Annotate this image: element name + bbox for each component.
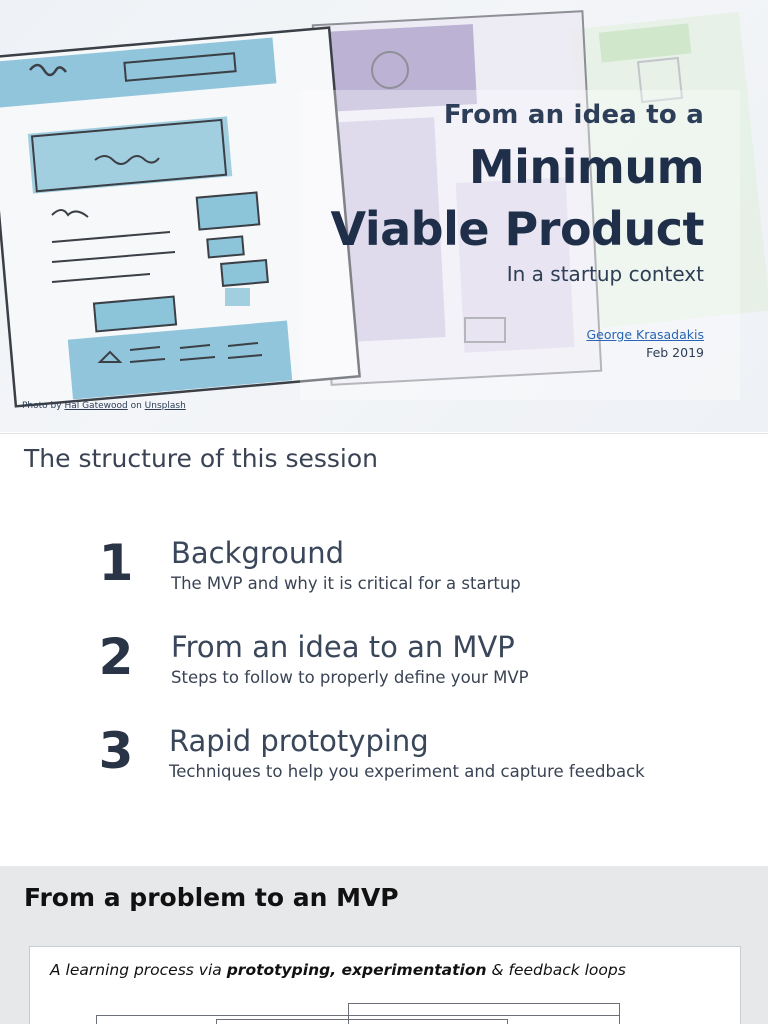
caption-bold: prototyping, experimentation xyxy=(226,961,487,979)
caption-start: A learning process via xyxy=(50,961,227,979)
caption-mid: & xyxy=(486,961,509,979)
agenda-heading: Background xyxy=(171,536,345,570)
agenda-number: 3 xyxy=(98,722,134,780)
agenda-description: Techniques to help you experiment and capture feedback xyxy=(169,762,645,781)
agenda-heading: From an idea to an MVP xyxy=(171,630,515,664)
agenda-description: The MVP and why it is critical for a startup xyxy=(171,574,521,593)
agenda-item-2 xyxy=(0,628,768,708)
agenda-slide xyxy=(0,433,768,865)
agenda-item-1 xyxy=(0,534,768,614)
date-label: Feb 2019 xyxy=(646,345,704,360)
subtitle: In a startup context xyxy=(506,262,704,286)
title-line-1: From an idea to a xyxy=(443,100,704,130)
title-slide xyxy=(0,0,768,432)
title-line-3: Viable Product xyxy=(330,202,704,256)
agenda-number: 1 xyxy=(98,534,134,592)
author-link[interactable]: George Krasadakis xyxy=(586,327,704,342)
credit-middle: on xyxy=(127,401,145,411)
agenda-heading: Rapid prototyping xyxy=(169,724,429,758)
process-slide xyxy=(0,866,768,1024)
photo-credit xyxy=(22,401,186,411)
agenda-number: 2 xyxy=(98,628,134,686)
unsplash-link[interactable]: Unsplash xyxy=(144,401,186,411)
process-caption xyxy=(50,961,626,979)
photographer-link[interactable]: Hal Gatewood xyxy=(64,401,128,411)
agenda-description: Steps to follow to properly define your MVP xyxy=(171,668,529,687)
diagram-frame-inner xyxy=(216,1019,508,1024)
title-block xyxy=(331,100,704,286)
author-block xyxy=(586,326,704,362)
agenda-item-3 xyxy=(0,722,768,802)
agenda-title: The structure of this session xyxy=(24,444,378,473)
title-line-2: Minimum xyxy=(468,140,704,194)
process-title: From a problem to an MVP xyxy=(24,883,399,912)
credit-prefix: Photo by xyxy=(22,401,65,411)
process-diagram-box xyxy=(29,946,741,1024)
caption-end: feedback loops xyxy=(508,961,626,979)
